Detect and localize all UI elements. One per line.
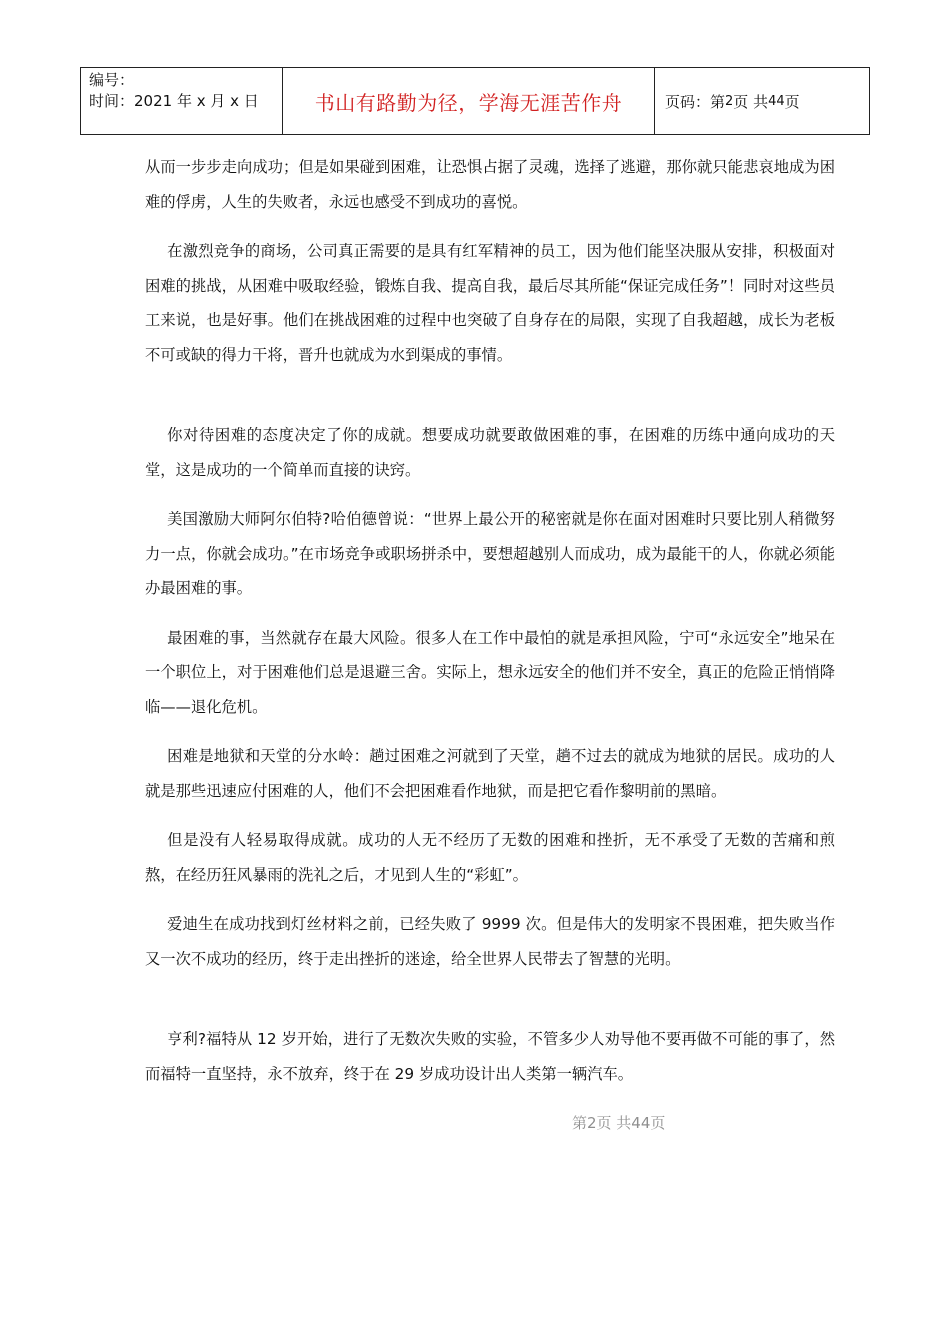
- number-label: 编号：: [89, 71, 135, 89]
- header-info-cell: [81, 68, 283, 134]
- paragraph: 你对待困难的态度决定了你的成就。想要成功就要敢做困难的事，在困难的历练中通向成功的天堂，这是成功的一个简单而直接的诀窍。: [145, 426, 835, 479]
- paragraph: 爱迪生在成功找到灯丝材料之前，已经失败了 9999 次。但是伟大的发明家不畏困难，把失败当作又一次不成功的经历，终于走出挫折的迷途，给全世界人民带去了智慧的光明。: [145, 915, 835, 968]
- paragraph: 亨利?福特从 12 岁开始，进行了无数次失败的实验，不管多少人劝导他不要再做不可能的事了，然而福特一直坚持，永不放弃，终于在 29 岁成功设计出人类第一辆汽车。: [145, 1030, 835, 1083]
- paragraph: 从而一步步走向成功；但是如果碰到困难，让恐惧占据了灵魂，选择了逃避，那你就只能悲哀地成为困难的俘虏，人生的失败者，永远也感受不到成功的喜悦。: [145, 158, 835, 211]
- header-page-cell: [655, 68, 869, 134]
- page-current: 2: [725, 93, 734, 109]
- paragraph: 但是没有人轻易取得成就。成功的人无不经历了无数的困难和挫折，无不承受了无数的苦痛和煎熬，在经历狂风暴雨的洗礼之后，才见到人生的“彩虹”。: [145, 831, 835, 884]
- header-table: [80, 67, 870, 135]
- paragraph: 最困难的事，当然就存在最大风险。很多人在工作中最怕的就是承担风险，宁可“永远安全”地呆在一个职位上，对于困难他们总是退避三舍。实际上，想永远安全的他们并不安全，真正的危险正悄悄降临——退化危机。: [145, 628, 835, 716]
- motto-text: 书山有路勤为径，学海无涯苦作舟: [314, 90, 623, 115]
- paragraph: 困难是地狱和天堂的分水岭：趟过困难之河就到了天堂，趟不过去的就成为地狱的居民。成功的人就是那些迅速应付困难的人，他们不会把困难看作地狱，而是把它看作黎明前的黑暗。: [145, 747, 835, 800]
- page-suffix: 页: [784, 92, 800, 111]
- paragraph: 美国激励大师阿尔伯特?哈伯德曾说：“世界上最公开的秘密就是你在面对困难时只要比别人稍微努力一点，你就会成功。”在市场竞争或职场拼杀中，要想超越别人而成功，成为最能干的人，你就必须能办最困难的事。: [145, 510, 835, 597]
- page-middle: 页 共: [733, 92, 769, 111]
- page-total: 44: [768, 93, 785, 109]
- header-motto-cell: [283, 68, 655, 134]
- paragraph: 在激烈竞争的商场，公司真正需要的是具有红军精神的员工，因为他们能坚决服从安排，积极面对困难的挑战，从困难中吸取经验，锻炼自我、提高自我，最后尽其所能“保证完成任务”！同时对这些员工来说，也是好事。他们在挑战困难的过程中也突破了自身存在的局限，实现了自我超越，成长为老板不可或缺的得力干将，晋升也就成为水到渠成的事情。: [145, 242, 835, 364]
- page-number-overlay: 第2页 共44页: [572, 1114, 666, 1132]
- date-label: 时间：2021 年 x 月 x 日: [89, 92, 259, 110]
- page-prefix: 页码：第: [665, 92, 726, 111]
- document-body: [145, 150, 835, 1091]
